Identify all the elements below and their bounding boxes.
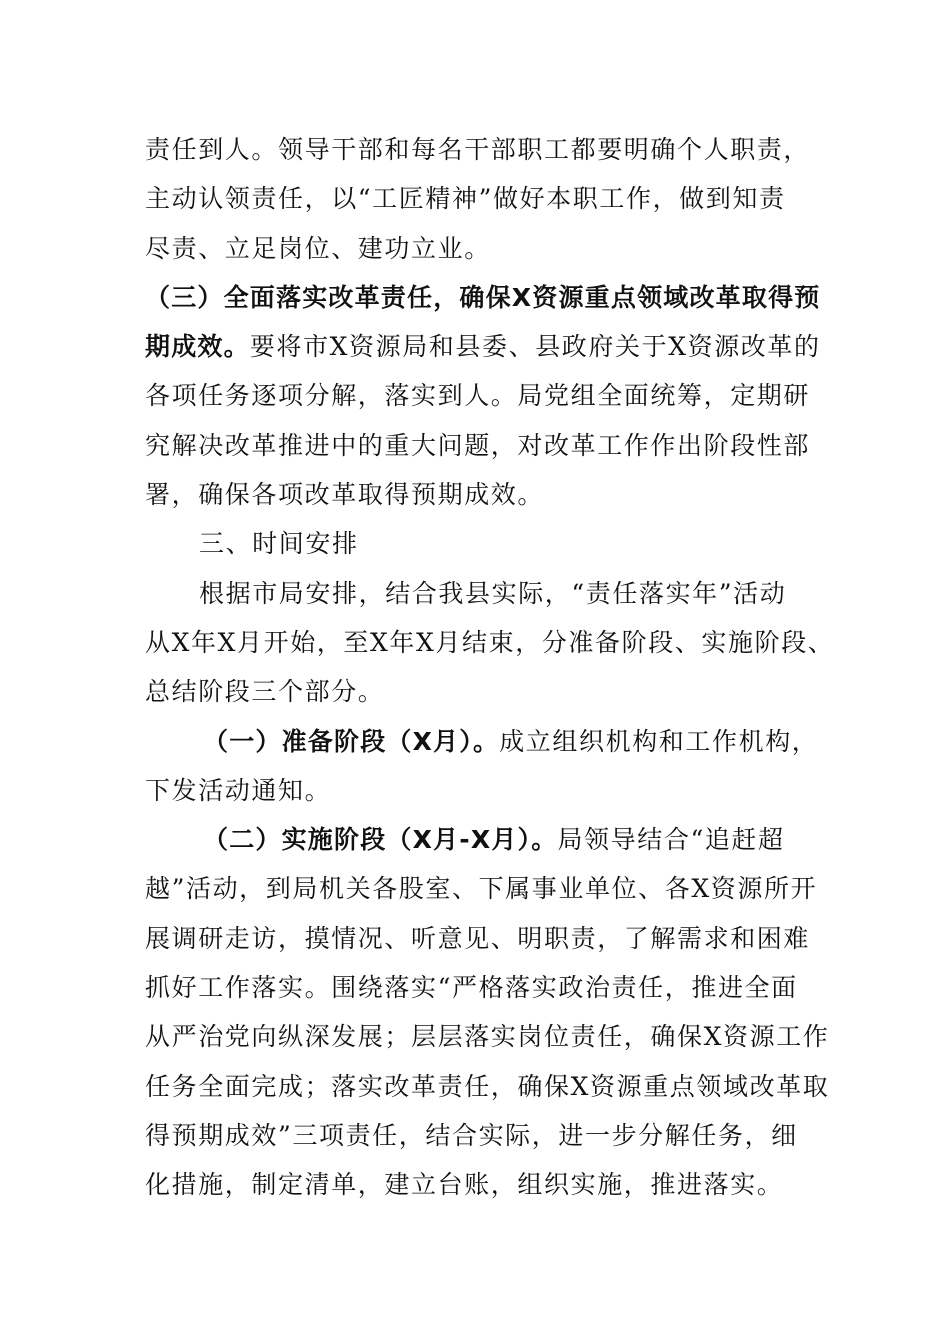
section-heading-bold: 期成效。 [145,332,250,362]
text-line: 从严治党向纵深发展；层层落实岗位责任，确保X资源工作 [145,1022,830,1052]
text-line: 各项任务逐项分解，落实到人。局党组全面统筹，定期研 [145,381,811,411]
subsection-heading-bold: （二）实施阶段（X月-X月）。 [203,825,558,855]
text-line: 责任到人。领导干部和每名干部职工都要明确个人职责， [145,135,811,164]
text-line: 越”活动，到局机关各股室、下属事业单位、各X资源所开 [145,874,818,904]
text-line: 尽责、立足岗位、建功立业。 [145,233,491,263]
text-line: 根据市局安排，结合我县实际，“责任落实年”活动 [199,578,787,608]
section-heading-line [145,322,821,371]
section-heading-bold: （三）全面落实改革责任，确保X资源重点领域改革取得预 [145,282,821,312]
section-title: 三、时间安排 [199,529,359,559]
text-line: 主动认领责任，以“工匠精神”做好本职工作，做到知责 [145,184,786,214]
text-line: 化措施，制定清单，建立台账，组织实施，推进落实。 [145,1170,784,1200]
section-heading-line [145,273,821,322]
text-line: 任务全面完成；落实改革责任，确保X资源重点领域改革取 [145,1071,830,1101]
text-line: 抓好工作落实。围绕落实“严格落实政治责任，推进全面 [145,973,798,1003]
subsection-line [145,815,810,864]
document-body [145,125,835,1210]
text-line: 究解决改革推进中的重大问题，对改革工作作出阶段性部 [145,430,811,460]
subsection-heading-bold: （一）准备阶段（X月）。 [203,726,500,756]
subsection-text: 局领导结合“追赶超 [557,825,785,855]
text-line: 从X年X月开始，至X年X月结束，分准备阶段、实施阶段、 [145,627,835,657]
section-heading-text: 要将市X资源局和县委、县政府关于X资源改革的 [249,332,821,362]
subsection-text: 成立组织机构和工作机构， [499,726,819,756]
subsection-line [145,717,819,766]
text-line: 下发活动通知。 [145,775,332,805]
text-line: 署，确保各项改革取得预期成效。 [145,480,545,510]
text-line: 展调研走访，摸情况、听意见、明职责，了解需求和困难 [145,923,811,953]
text-line: 得预期成效”三项责任，结合实际，进一步分解任务，细 [145,1120,798,1150]
text-line: 总结阶段三个部分。 [145,677,385,707]
